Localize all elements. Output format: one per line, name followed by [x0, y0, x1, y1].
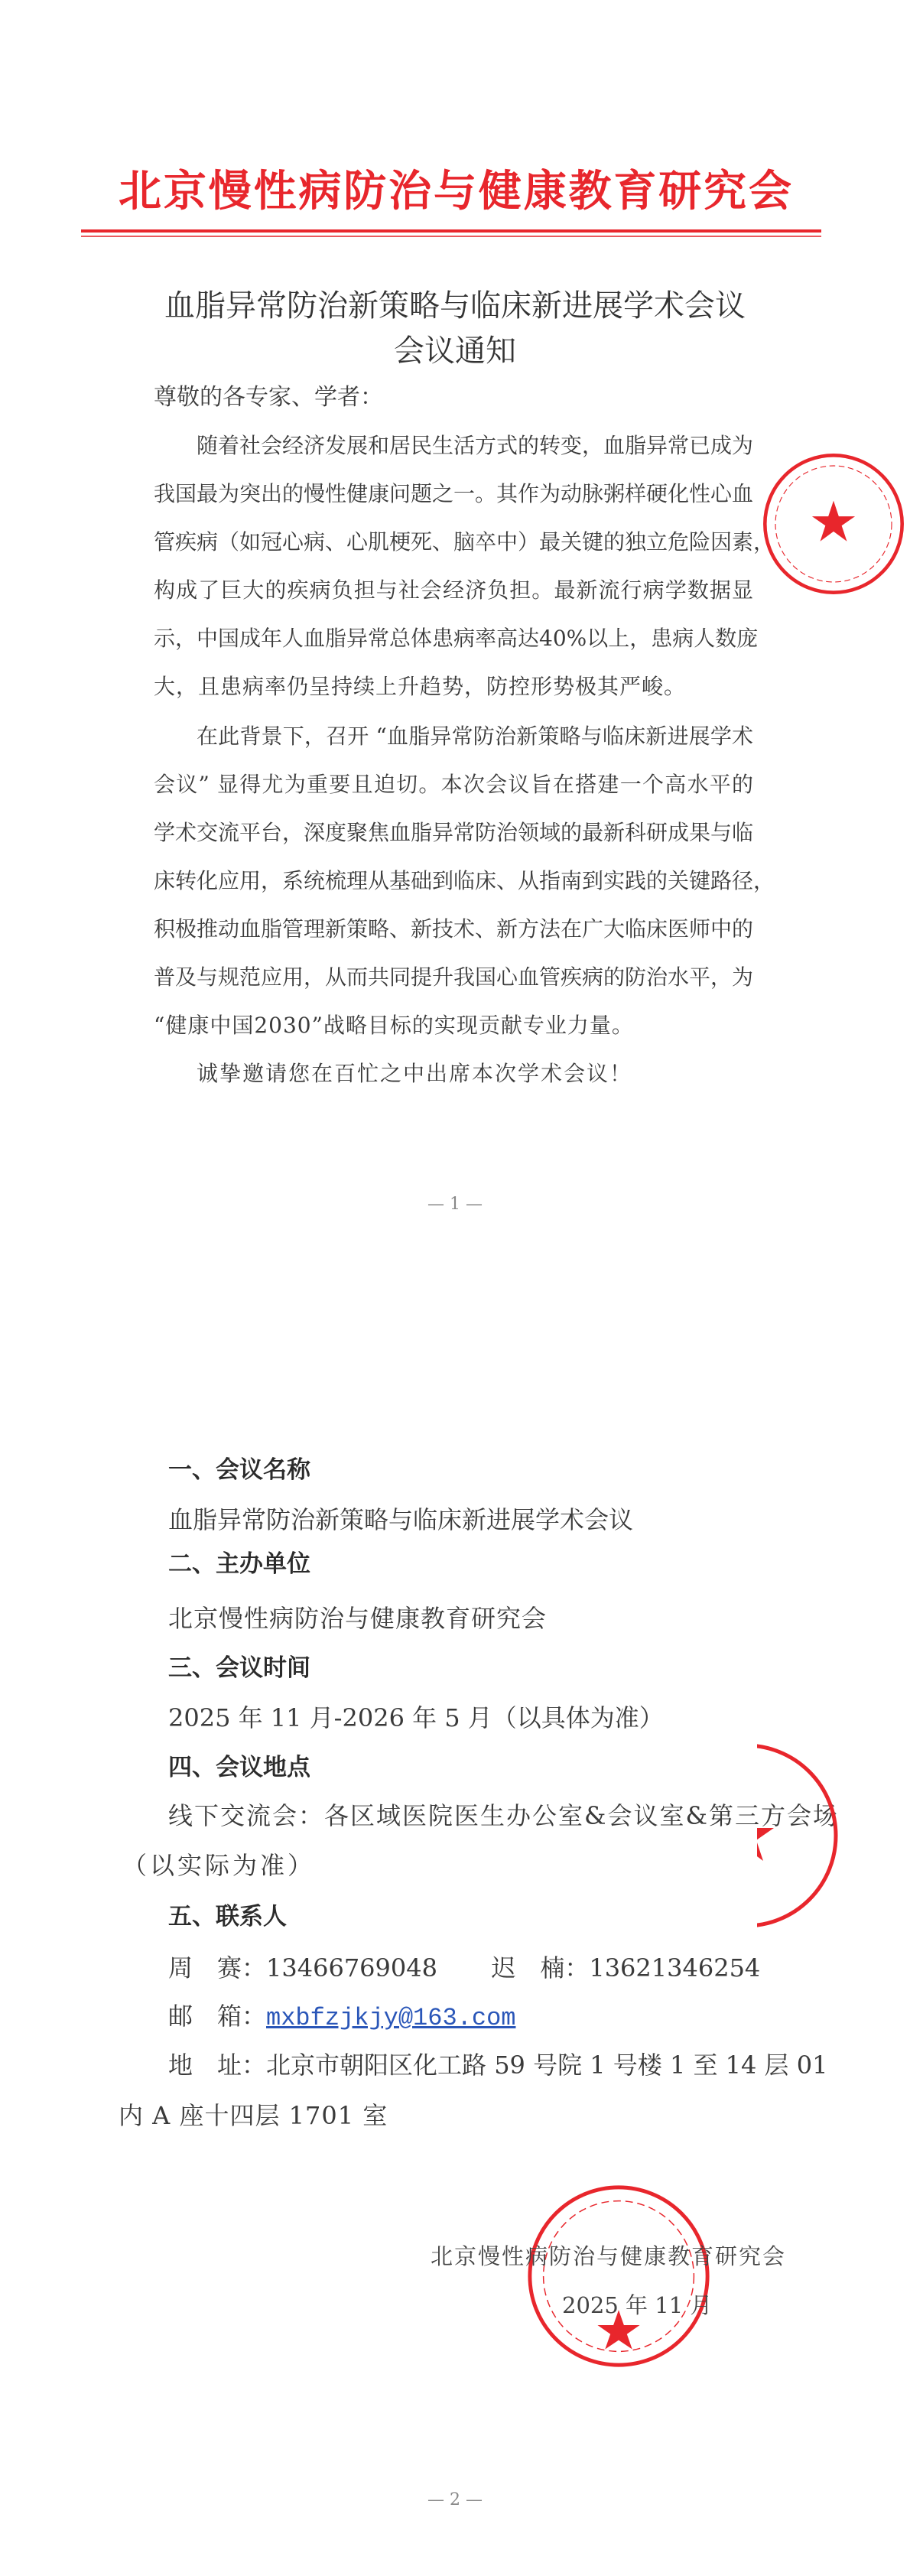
document-title: 血脂异常防治新策略与临床新进展学术会议 — [164, 288, 746, 324]
signature-org: 北京慢性病防治与健康教育研究会 — [431, 2243, 787, 2269]
signature-date: 2025 年 11 月 — [562, 2292, 713, 2318]
paragraph-3: 诚挚邀请您在百忙之中出席本次学术会议！ — [197, 1061, 633, 1086]
section-heading-organizer: 二、主办单位 — [168, 1550, 310, 1578]
salutation: 尊敬的各专家、学者： — [154, 384, 383, 411]
contact-phone: 13621346254 — [589, 1953, 761, 1982]
paragraph-line: 管疾病（如冠心病、心肌梗死、脑卒中）最关键的独立危险因素， — [154, 529, 775, 555]
paragraph-line: 我国最为突出的慢性健康问题之一。其作为动脉粥样硬化性心血 — [154, 481, 754, 506]
paragraph-line: 床转化应用，系统梳理从基础到临床、从指南到实践的关键路径， — [154, 868, 775, 893]
paragraph-line: 示，中国成年人血脂异常总体患病率高达40%以上，患病人数庞 — [154, 626, 759, 651]
paragraph-line: 构成了巨大的疾病负担与社会经济负担。最新流行病学数据显 — [154, 577, 753, 603]
section-heading-venue: 四、会议地点 — [168, 1754, 310, 1781]
address-line — [168, 2050, 827, 2080]
page-number-1: — 1 — — [427, 1195, 483, 1214]
seam-seal-icon — [650, 1742, 841, 1934]
signature-seal-icon — [525, 2182, 713, 2370]
paragraph-line: 随着社会经济发展和居民生活方式的转变，血脂异常已成为 — [197, 433, 754, 458]
org-letterhead: 北京慢性病防治与健康教育研究会 — [119, 167, 791, 216]
section-content-name: 血脂异常防治新策略与临床新进展学术会议 — [168, 1505, 634, 1534]
email-link[interactable]: mxbfzjkjy@163.com — [266, 2004, 516, 2032]
section-heading-name: 一、会议名称 — [168, 1456, 310, 1484]
section-heading-contacts: 五、联系人 — [168, 1903, 287, 1930]
paragraph-line: 普及与规范应用，从而共同提升我国心血管疾病的防治水平，为 — [154, 964, 754, 990]
address-line-cont: 内 A 座十四层 1701 室 — [119, 2101, 388, 2130]
paragraph-line: 在此背景下，召开 “血脂异常防治新策略与临床新进展学术 — [197, 724, 753, 749]
section-content-organizer: 北京慢性病防治与健康教育研究会 — [168, 1604, 548, 1633]
section-heading-time: 三、会议时间 — [168, 1654, 310, 1682]
section-content-venue: 线下交流会：各区域医院医生办公室&会议室&第三方会场 — [168, 1801, 839, 1830]
contact-name: 迟 楠： — [491, 1953, 590, 1982]
contact-name: 周 赛： — [168, 1953, 267, 1982]
paragraph-line: 积极推动血脂管理新策略、新技术、新方法在广大临床医师中的 — [154, 916, 754, 942]
paragraph-line: 学术交流平台，深度聚焦血脂异常防治领域的最新科研成果与临 — [154, 820, 754, 845]
paragraph-line: “健康中国2030”战略目标的实现贡献专业力量。 — [154, 1013, 634, 1038]
section-content-time: 2025 年 11 月-2026 年 5 月（以具体为准） — [168, 1703, 664, 1732]
contact-line — [168, 1953, 760, 1983]
paragraph-line: 会议” 显得尤为重要且迫切。本次会议旨在搭建一个高水平的 — [154, 772, 753, 797]
page-number-2: — 2 — — [427, 2490, 483, 2509]
address-value: 北京市朝阳区化工路 59 号院 1 号楼 1 至 14 层 01 — [266, 2051, 828, 2080]
email-label: 邮 箱： — [168, 2002, 267, 2031]
contact-phone: 13466769048 — [266, 1953, 437, 1982]
email-line — [168, 2001, 515, 2031]
paragraph-line: 大，且患病率仍呈持续上升趋势，防控形势极其严峻。 — [154, 674, 687, 699]
official-seal-icon — [761, 451, 906, 597]
address-label: 地 址： — [168, 2051, 267, 2080]
letterhead-rule-thin — [81, 236, 821, 237]
letterhead-rule-thick — [81, 229, 821, 233]
section-content-venue-cont: （以实际为准） — [122, 1851, 316, 1880]
document-subtitle: 会议通知 — [394, 333, 516, 369]
